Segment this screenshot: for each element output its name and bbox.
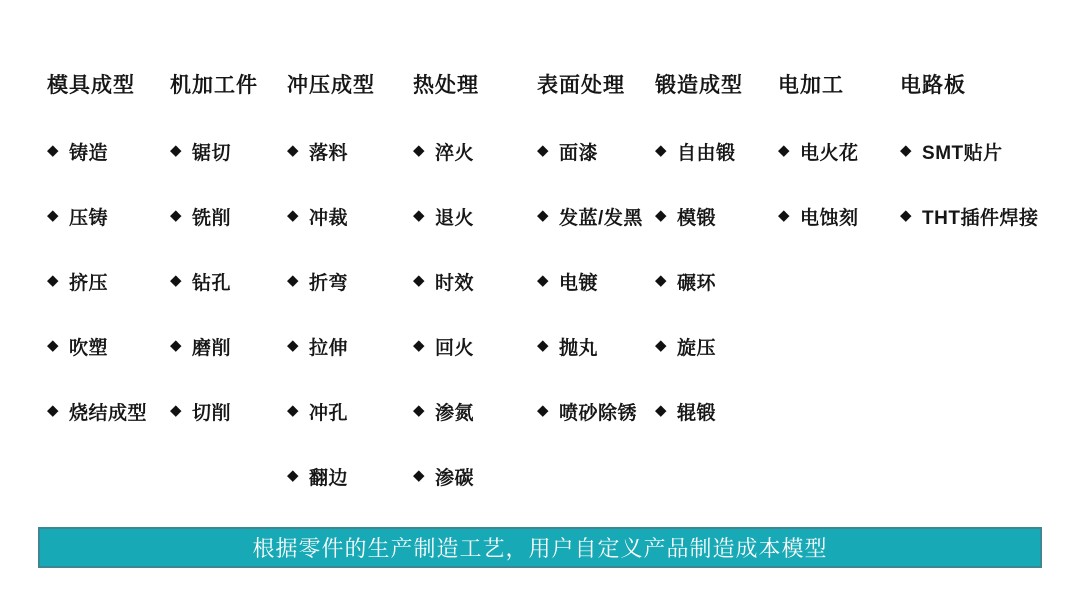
process-item-label: 吹塑 (69, 337, 109, 359)
process-column-stamping (287, 72, 375, 490)
process-item-label: 喷砂除锈 (559, 402, 638, 424)
process-column-machining (170, 72, 258, 425)
diamond-bullet-icon: ◆ (537, 142, 550, 159)
diamond-bullet-icon: ◆ (170, 207, 183, 224)
process-item (170, 202, 258, 230)
process-column-mold-forming (47, 72, 147, 425)
process-item (655, 267, 743, 295)
diamond-bullet-icon: ◆ (537, 337, 550, 354)
process-item (778, 137, 859, 165)
process-item-label: 时效 (435, 272, 475, 294)
process-item (287, 462, 375, 490)
process-item-label: 压铸 (69, 207, 109, 229)
process-item (778, 202, 859, 230)
process-item (47, 332, 147, 360)
diamond-bullet-icon: ◆ (47, 142, 60, 159)
process-column-surface-treatment (537, 72, 643, 425)
process-item (287, 137, 375, 165)
process-item-label: THT插件焊接 (922, 207, 1039, 229)
process-column-forging (655, 72, 743, 425)
column-header: 冲压成型 (287, 74, 375, 97)
process-item-label: 冲孔 (309, 402, 349, 424)
caption-banner (38, 527, 1042, 568)
diamond-bullet-icon: ◆ (287, 272, 300, 289)
process-item-label: 退火 (435, 207, 475, 229)
process-item-label: 折弯 (309, 272, 349, 294)
diamond-bullet-icon: ◆ (170, 337, 183, 354)
diamond-bullet-icon: ◆ (655, 402, 668, 419)
process-item (287, 332, 375, 360)
process-item-label: 电火花 (800, 142, 859, 164)
diamond-bullet-icon: ◆ (47, 337, 60, 354)
process-item-label: 翻边 (309, 467, 349, 489)
process-item-label: 落料 (309, 142, 349, 164)
process-column-electrical-machining (778, 72, 859, 230)
process-item (47, 267, 147, 295)
process-item-label: 模锻 (677, 207, 717, 229)
column-header: 机加工件 (170, 74, 258, 97)
diamond-bullet-icon: ◆ (655, 272, 668, 289)
column-header: 电路板 (900, 74, 966, 97)
process-item (537, 397, 643, 425)
process-item (655, 397, 743, 425)
process-item-label: 挤压 (69, 272, 109, 294)
process-item-label: 回火 (435, 337, 475, 359)
process-item (170, 137, 258, 165)
column-header: 模具成型 (47, 74, 135, 97)
diamond-bullet-icon: ◆ (47, 402, 60, 419)
diamond-bullet-icon: ◆ (655, 207, 668, 224)
process-item (413, 332, 479, 360)
process-item-label: SMT贴片 (922, 142, 1003, 164)
process-item (413, 137, 479, 165)
column-header: 电加工 (778, 74, 844, 97)
diamond-bullet-icon: ◆ (900, 207, 913, 224)
diamond-bullet-icon: ◆ (287, 207, 300, 224)
process-item (413, 202, 479, 230)
diamond-bullet-icon: ◆ (287, 467, 300, 484)
process-item-label: 渗氮 (435, 402, 475, 424)
process-item-label: 烧结成型 (69, 402, 148, 424)
process-item (287, 267, 375, 295)
process-item-label: 钻孔 (192, 272, 232, 294)
diamond-bullet-icon: ◆ (47, 272, 60, 289)
diamond-bullet-icon: ◆ (287, 337, 300, 354)
process-item-label: 磨削 (192, 337, 232, 359)
diamond-bullet-icon: ◆ (413, 207, 426, 224)
caption-banner-text: 根据零件的生产制造工艺，用户自定义产品制造成本模型 (252, 536, 828, 561)
process-item-label: 锯切 (192, 142, 232, 164)
process-item (413, 397, 479, 425)
process-item (170, 332, 258, 360)
process-item-label: 辊锻 (677, 402, 717, 424)
diamond-bullet-icon: ◆ (413, 272, 426, 289)
process-item-label: 冲裁 (309, 207, 349, 229)
process-item-label: 淬火 (435, 142, 475, 164)
process-item-label: 铸造 (69, 142, 109, 164)
diamond-bullet-icon: ◆ (413, 467, 426, 484)
process-item (413, 267, 479, 295)
process-item (47, 137, 147, 165)
process-item (537, 202, 643, 230)
process-item-label: 渗碳 (435, 467, 475, 489)
diamond-bullet-icon: ◆ (778, 207, 791, 224)
process-item (655, 137, 743, 165)
process-item (900, 137, 1038, 165)
diamond-bullet-icon: ◆ (900, 142, 913, 159)
process-item-label: 拉伸 (309, 337, 349, 359)
process-item (287, 202, 375, 230)
column-header: 表面处理 (537, 74, 625, 97)
process-column-heat-treatment (413, 72, 479, 490)
process-item (413, 462, 479, 490)
diamond-bullet-icon: ◆ (655, 142, 668, 159)
diamond-bullet-icon: ◆ (655, 337, 668, 354)
diamond-bullet-icon: ◆ (170, 402, 183, 419)
diamond-bullet-icon: ◆ (287, 142, 300, 159)
process-item-label: 碾环 (677, 272, 717, 294)
diamond-bullet-icon: ◆ (413, 337, 426, 354)
process-item (537, 332, 643, 360)
process-item (170, 267, 258, 295)
process-item (655, 332, 743, 360)
process-item (900, 202, 1038, 230)
process-item-label: 面漆 (559, 142, 599, 164)
column-header: 锻造成型 (655, 74, 743, 97)
process-column-circuit-board (900, 72, 1038, 230)
diamond-bullet-icon: ◆ (778, 142, 791, 159)
diamond-bullet-icon: ◆ (537, 272, 550, 289)
process-item-label: 电蚀刻 (800, 207, 859, 229)
process-item (47, 397, 147, 425)
process-item-label: 旋压 (677, 337, 717, 359)
process-item-label: 自由锻 (677, 142, 736, 164)
diamond-bullet-icon: ◆ (170, 272, 183, 289)
process-item (537, 137, 643, 165)
diamond-bullet-icon: ◆ (47, 207, 60, 224)
process-item-label: 切削 (192, 402, 232, 424)
process-item (537, 267, 643, 295)
diamond-bullet-icon: ◆ (413, 402, 426, 419)
process-item-label: 抛丸 (559, 337, 599, 359)
diamond-bullet-icon: ◆ (537, 402, 550, 419)
column-header: 热处理 (413, 74, 479, 97)
diamond-bullet-icon: ◆ (287, 402, 300, 419)
process-item-label: 发蓝/发黑 (559, 207, 643, 229)
process-item (47, 202, 147, 230)
diamond-bullet-icon: ◆ (537, 207, 550, 224)
process-item (287, 397, 375, 425)
diamond-bullet-icon: ◆ (413, 142, 426, 159)
process-item-label: 铣削 (192, 207, 232, 229)
process-item (655, 202, 743, 230)
diamond-bullet-icon: ◆ (170, 142, 183, 159)
process-item (170, 397, 258, 425)
process-item-label: 电镀 (559, 272, 599, 294)
